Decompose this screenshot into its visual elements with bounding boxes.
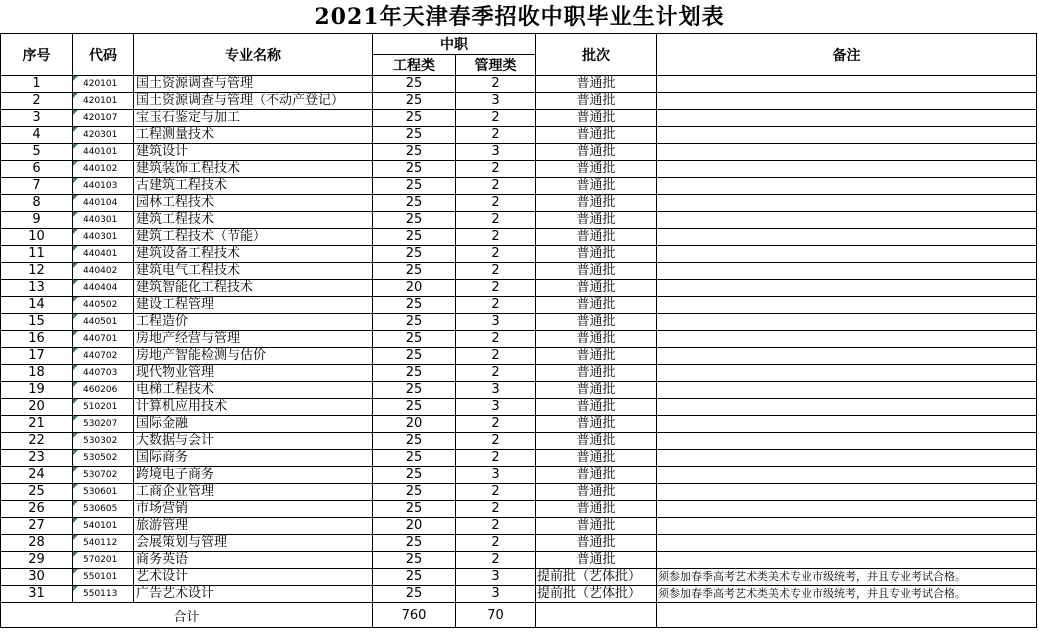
row-code: 530601 [73, 484, 134, 501]
row-engineering: 25 [373, 467, 456, 484]
row-code: 540112 [73, 535, 134, 552]
table-row [1, 535, 1037, 552]
table-row [1, 331, 1037, 348]
row-major-name: 房地产智能检测与估价 [134, 348, 373, 365]
row-note [657, 416, 1037, 433]
row-batch: 普通批 [536, 144, 657, 161]
row-note [657, 450, 1037, 467]
row-management: 2 [456, 246, 536, 263]
row-batch: 普通批 [536, 331, 657, 348]
row-index: 10 [1, 229, 73, 246]
row-code: 440702 [73, 348, 134, 365]
row-index: 6 [1, 161, 73, 178]
table-row [1, 365, 1037, 382]
row-major-name: 电梯工程技术 [134, 382, 373, 399]
row-index: 28 [1, 535, 73, 552]
table-row [1, 127, 1037, 144]
row-management: 2 [456, 484, 536, 501]
table-row [1, 297, 1037, 314]
table-row [1, 76, 1037, 93]
row-engineering: 25 [373, 399, 456, 416]
row-batch: 普通批 [536, 280, 657, 297]
row-management: 3 [456, 467, 536, 484]
row-major-name: 房地产经营与管理 [134, 331, 373, 348]
row-code: 530302 [73, 433, 134, 450]
row-major-name: 旅游管理 [134, 518, 373, 535]
row-major-name: 工程造价 [134, 314, 373, 331]
header-management: 管理类 [456, 55, 536, 76]
row-note [657, 178, 1037, 195]
row-note [657, 263, 1037, 280]
row-engineering: 25 [373, 382, 456, 399]
row-engineering: 25 [373, 450, 456, 467]
row-major-name: 建筑设计 [134, 144, 373, 161]
table-row [1, 382, 1037, 399]
row-management: 2 [456, 195, 536, 212]
row-index: 3 [1, 110, 73, 127]
row-batch: 普通批 [536, 399, 657, 416]
row-major-name: 艺术设计 [134, 569, 373, 586]
row-engineering: 25 [373, 212, 456, 229]
row-batch: 普通批 [536, 348, 657, 365]
row-management: 3 [456, 144, 536, 161]
totals-note [657, 603, 1037, 628]
row-index: 4 [1, 127, 73, 144]
row-major-name: 大数据与会计 [134, 433, 373, 450]
row-management: 2 [456, 416, 536, 433]
row-engineering: 25 [373, 76, 456, 93]
row-engineering: 20 [373, 416, 456, 433]
header-major: 专业名称 [134, 34, 373, 76]
totals-batch [536, 603, 657, 628]
row-management: 3 [456, 382, 536, 399]
row-batch: 提前批（艺体批） [536, 586, 657, 603]
table-row [1, 110, 1037, 127]
row-management: 2 [456, 365, 536, 382]
row-code: 440703 [73, 365, 134, 382]
row-major-name: 建筑设备工程技术 [134, 246, 373, 263]
row-index: 26 [1, 501, 73, 518]
row-batch: 普通批 [536, 382, 657, 399]
row-engineering: 25 [373, 93, 456, 110]
row-management: 2 [456, 552, 536, 569]
row-engineering: 25 [373, 586, 456, 603]
row-index: 16 [1, 331, 73, 348]
table-row [1, 144, 1037, 161]
row-major-name: 国际金融 [134, 416, 373, 433]
totals-row [1, 603, 1037, 628]
row-engineering: 25 [373, 535, 456, 552]
row-note [657, 229, 1037, 246]
row-code: 440301 [73, 212, 134, 229]
row-management: 2 [456, 331, 536, 348]
row-note [657, 535, 1037, 552]
row-batch: 普通批 [536, 552, 657, 569]
row-code: 460206 [73, 382, 134, 399]
table-row [1, 518, 1037, 535]
row-management: 3 [456, 93, 536, 110]
row-major-name: 建筑工程技术 [134, 212, 373, 229]
table-row [1, 552, 1037, 569]
row-index: 20 [1, 399, 73, 416]
row-batch: 普通批 [536, 314, 657, 331]
row-note: 须参加春季高考艺术类美术专业市级统考，并且专业考试合格。 [657, 569, 1037, 586]
row-batch: 普通批 [536, 229, 657, 246]
row-batch: 普通批 [536, 484, 657, 501]
row-note [657, 110, 1037, 127]
row-code: 510201 [73, 399, 134, 416]
row-code: 440301 [73, 229, 134, 246]
table-row [1, 467, 1037, 484]
header-vocational-group: 中职 [373, 34, 536, 55]
row-note [657, 331, 1037, 348]
row-major-name: 国土资源调查与管理 [134, 76, 373, 93]
row-major-name: 建筑电气工程技术 [134, 263, 373, 280]
row-code: 420301 [73, 127, 134, 144]
plan-table [0, 33, 1037, 628]
row-code: 440501 [73, 314, 134, 331]
row-batch: 普通批 [536, 518, 657, 535]
row-management: 2 [456, 212, 536, 229]
row-major-name: 广告艺术设计 [134, 586, 373, 603]
row-index: 31 [1, 586, 73, 603]
row-code: 440102 [73, 161, 134, 178]
row-major-name: 计算机应用技术 [134, 399, 373, 416]
row-code: 440103 [73, 178, 134, 195]
row-index: 18 [1, 365, 73, 382]
row-code: 440402 [73, 263, 134, 280]
row-batch: 普通批 [536, 450, 657, 467]
row-engineering: 25 [373, 178, 456, 195]
row-batch: 普通批 [536, 467, 657, 484]
table-row [1, 212, 1037, 229]
row-management: 3 [456, 314, 536, 331]
row-management: 2 [456, 127, 536, 144]
row-batch: 普通批 [536, 93, 657, 110]
row-note [657, 501, 1037, 518]
header-index: 序号 [1, 34, 73, 76]
row-management: 3 [456, 399, 536, 416]
row-index: 15 [1, 314, 73, 331]
row-note [657, 314, 1037, 331]
row-note [657, 399, 1037, 416]
row-major-name: 工商企业管理 [134, 484, 373, 501]
row-engineering: 25 [373, 127, 456, 144]
row-major-name: 商务英语 [134, 552, 373, 569]
row-code: 420101 [73, 76, 134, 93]
row-note [657, 195, 1037, 212]
row-engineering: 25 [373, 161, 456, 178]
row-index: 14 [1, 297, 73, 314]
row-engineering: 25 [373, 195, 456, 212]
row-code: 550113 [73, 586, 134, 603]
row-management: 2 [456, 178, 536, 195]
table-row [1, 280, 1037, 297]
row-batch: 普通批 [536, 161, 657, 178]
row-batch: 普通批 [536, 365, 657, 382]
row-index: 21 [1, 416, 73, 433]
row-engineering: 25 [373, 433, 456, 450]
row-engineering: 25 [373, 110, 456, 127]
row-code: 440701 [73, 331, 134, 348]
table-row [1, 484, 1037, 501]
row-index: 7 [1, 178, 73, 195]
row-engineering: 25 [373, 314, 456, 331]
row-index: 11 [1, 246, 73, 263]
row-engineering: 20 [373, 518, 456, 535]
page-title: 2021年天津春季招收中职毕业生计划表 [314, 4, 725, 30]
row-major-name: 市场营销 [134, 501, 373, 518]
row-batch: 普通批 [536, 297, 657, 314]
table-row [1, 450, 1037, 467]
row-note [657, 433, 1037, 450]
row-management: 2 [456, 433, 536, 450]
row-management: 2 [456, 76, 536, 93]
row-code: 440104 [73, 195, 134, 212]
row-management: 2 [456, 263, 536, 280]
row-major-name: 建设工程管理 [134, 297, 373, 314]
row-engineering: 25 [373, 229, 456, 246]
row-major-name: 国际商务 [134, 450, 373, 467]
row-engineering: 25 [373, 263, 456, 280]
table-body [1, 76, 1037, 603]
row-note: 须参加春季高考艺术类美术专业市级统考，并且专业考试合格。 [657, 586, 1037, 603]
row-major-name: 宝玉石鉴定与加工 [134, 110, 373, 127]
table-row [1, 416, 1037, 433]
header-engineering: 工程类 [373, 55, 456, 76]
table-row [1, 93, 1037, 110]
row-code: 530702 [73, 467, 134, 484]
table-row [1, 178, 1037, 195]
row-batch: 普通批 [536, 416, 657, 433]
row-index: 27 [1, 518, 73, 535]
table-row [1, 501, 1037, 518]
row-code: 570201 [73, 552, 134, 569]
row-management: 2 [456, 110, 536, 127]
row-index: 23 [1, 450, 73, 467]
table-row [1, 586, 1037, 603]
row-major-name: 建筑装饰工程技术 [134, 161, 373, 178]
row-note [657, 518, 1037, 535]
row-note [657, 93, 1037, 110]
row-batch: 普通批 [536, 501, 657, 518]
row-note [657, 144, 1037, 161]
row-engineering: 25 [373, 484, 456, 501]
table-row [1, 399, 1037, 416]
row-code: 540101 [73, 518, 134, 535]
row-major-name: 跨境电子商务 [134, 467, 373, 484]
row-engineering: 25 [373, 501, 456, 518]
row-engineering: 25 [373, 569, 456, 586]
row-major-name: 建筑智能化工程技术 [134, 280, 373, 297]
row-management: 2 [456, 518, 536, 535]
row-index: 9 [1, 212, 73, 229]
row-batch: 普通批 [536, 195, 657, 212]
row-batch: 普通批 [536, 110, 657, 127]
row-engineering: 25 [373, 331, 456, 348]
row-code: 550101 [73, 569, 134, 586]
row-management: 2 [456, 501, 536, 518]
row-note [657, 552, 1037, 569]
header-code: 代码 [73, 34, 134, 76]
row-index: 12 [1, 263, 73, 280]
row-note [657, 467, 1037, 484]
header-batch: 批次 [536, 34, 657, 76]
row-batch: 普通批 [536, 246, 657, 263]
row-note [657, 76, 1037, 93]
row-engineering: 25 [373, 144, 456, 161]
row-batch: 普通批 [536, 263, 657, 280]
row-major-name: 园林工程技术 [134, 195, 373, 212]
table-row [1, 229, 1037, 246]
row-note [657, 280, 1037, 297]
row-engineering: 25 [373, 246, 456, 263]
row-management: 3 [456, 586, 536, 603]
row-index: 19 [1, 382, 73, 399]
row-code: 420107 [73, 110, 134, 127]
row-engineering: 25 [373, 348, 456, 365]
row-index: 22 [1, 433, 73, 450]
table-row [1, 348, 1037, 365]
row-major-name: 国土资源调查与管理（不动产登记） [134, 93, 373, 110]
row-batch: 普通批 [536, 127, 657, 144]
row-code: 530207 [73, 416, 134, 433]
row-code: 530502 [73, 450, 134, 467]
header-note: 备注 [657, 34, 1037, 76]
table-row [1, 569, 1037, 586]
row-management: 2 [456, 229, 536, 246]
row-index: 17 [1, 348, 73, 365]
row-management: 3 [456, 569, 536, 586]
row-note [657, 246, 1037, 263]
row-major-name: 工程测量技术 [134, 127, 373, 144]
row-index: 29 [1, 552, 73, 569]
row-index: 5 [1, 144, 73, 161]
row-note [657, 348, 1037, 365]
row-management: 2 [456, 535, 536, 552]
totals-engineering: 760 [373, 603, 456, 628]
row-code: 440502 [73, 297, 134, 314]
row-engineering: 25 [373, 297, 456, 314]
totals-label: 合计 [1, 603, 373, 628]
table-row [1, 161, 1037, 178]
row-note [657, 365, 1037, 382]
row-engineering: 25 [373, 552, 456, 569]
table-row [1, 314, 1037, 331]
row-note [657, 212, 1037, 229]
row-index: 25 [1, 484, 73, 501]
row-management: 2 [456, 280, 536, 297]
row-major-name: 古建筑工程技术 [134, 178, 373, 195]
row-code: 420101 [73, 93, 134, 110]
row-note [657, 127, 1037, 144]
row-management: 2 [456, 297, 536, 314]
row-batch: 普通批 [536, 212, 657, 229]
row-index: 1 [1, 76, 73, 93]
row-index: 24 [1, 467, 73, 484]
row-major-name: 现代物业管理 [134, 365, 373, 382]
table-row [1, 246, 1037, 263]
row-management: 2 [456, 161, 536, 178]
row-batch: 普通批 [536, 535, 657, 552]
row-batch: 提前批（艺体批） [536, 569, 657, 586]
table-row [1, 195, 1037, 212]
row-note [657, 297, 1037, 314]
row-batch: 普通批 [536, 433, 657, 450]
row-code: 440101 [73, 144, 134, 161]
row-engineering: 20 [373, 280, 456, 297]
totals-management: 70 [456, 603, 536, 628]
row-engineering: 25 [373, 365, 456, 382]
table-row [1, 263, 1037, 280]
row-major-name: 会展策划与管理 [134, 535, 373, 552]
row-index: 13 [1, 280, 73, 297]
row-index: 30 [1, 569, 73, 586]
row-batch: 普通批 [536, 76, 657, 93]
row-batch: 普通批 [536, 178, 657, 195]
table-row [1, 433, 1037, 450]
row-management: 2 [456, 450, 536, 467]
row-code: 440404 [73, 280, 134, 297]
row-major-name: 建筑工程技术（节能） [134, 229, 373, 246]
row-index: 2 [1, 93, 73, 110]
row-code: 440401 [73, 246, 134, 263]
row-index: 8 [1, 195, 73, 212]
row-note [657, 161, 1037, 178]
row-management: 2 [456, 348, 536, 365]
row-code: 530605 [73, 501, 134, 518]
row-note [657, 382, 1037, 399]
row-note [657, 484, 1037, 501]
